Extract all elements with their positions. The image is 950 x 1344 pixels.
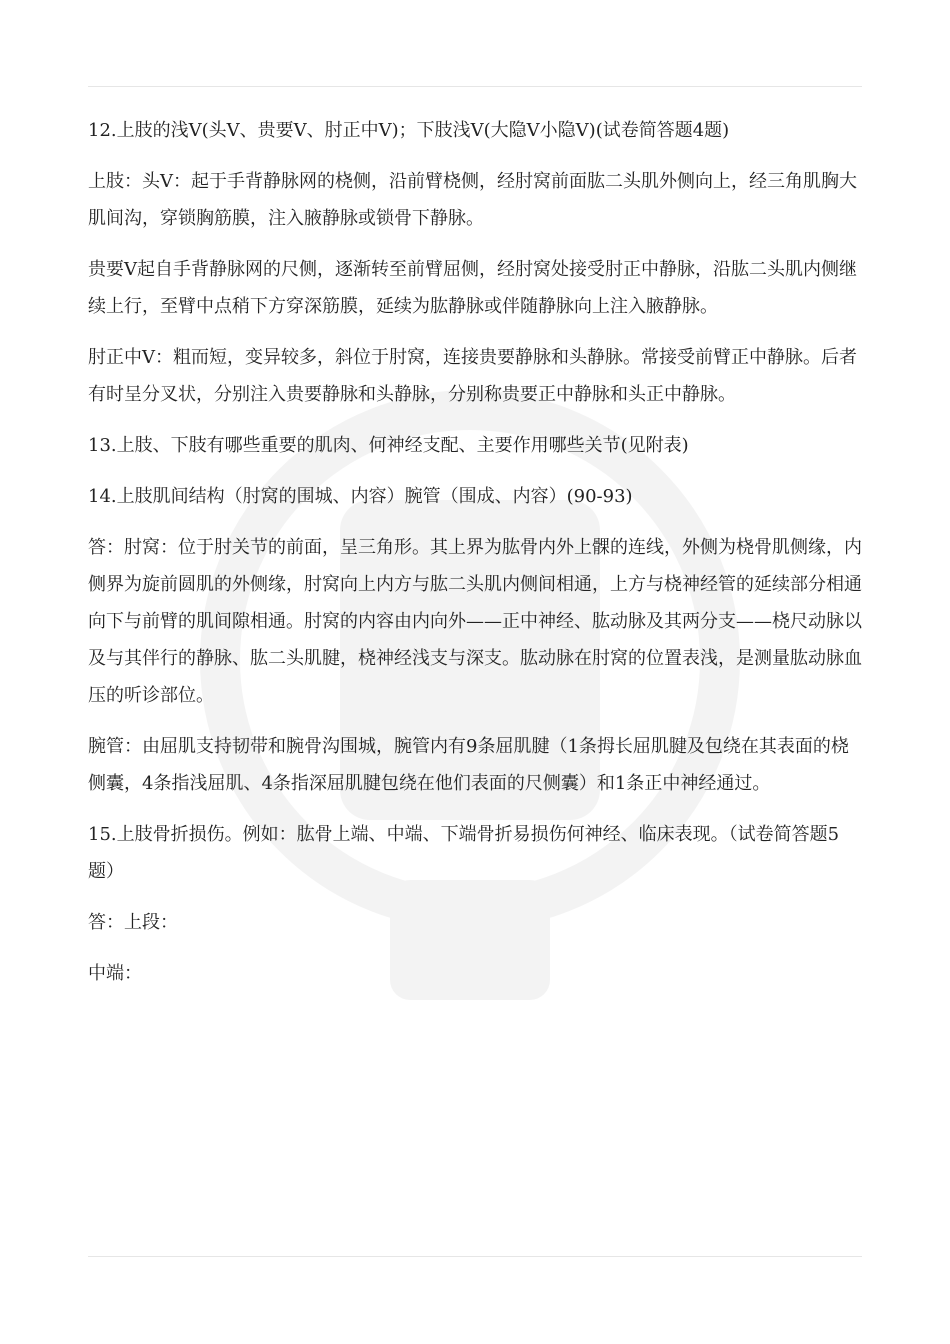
question-15-heading: 15.上肢骨折损伤。例如：肱骨上端、中端、下端骨折易损伤何神经、临床表现。（试卷简答题5题） xyxy=(88,824,840,882)
document-body xyxy=(88,112,862,1006)
question-12-heading: 12.上肢的浅V(头V、贵要V、肘正中V)；下肢浅V(大隐V小隐V)(试卷简答题4题) xyxy=(88,120,730,141)
footer-divider xyxy=(88,1256,862,1257)
basilic-vein-text: 贵要V起自手背静脉网的尺侧，逐渐转至前臂屈侧，经肘窝处接受肘正中静脉，沿肱二头肌内侧继续上行，至臂中点稍下方穿深筋膜，延续为肱静脉或伴随静脉向上注入腋静脉。 xyxy=(88,259,857,317)
cephalic-vein-text: 上肢：头V：起于手背静脉网的桡侧，沿前臂桡侧，经肘窝前面肱二头肌外侧向上，经三角肌胸大肌间沟，穿锁胸筋膜，注入腋静脉或锁骨下静脉。 xyxy=(88,171,857,229)
answer-middle-segment: 中端： xyxy=(88,963,142,984)
answer-upper-segment: 答：上段： xyxy=(88,912,178,933)
cubital-fossa-answer: 答：肘窝：位于肘关节的前面，呈三角形。其上界为肱骨内外上髁的连线，外侧为桡骨肌侧缘，内侧界为旋前圆肌的外侧缘，肘窝向上内方与肱二头肌内侧间相通，上方与桡神经管的延续部分相通向下与前臂的肌间隙相通。肘窝的内容由内向外——正中神经、肱动脉及其两分支——桡尺动脉以及与其伴行的静脉、肱二头肌腱，桡神经浅支与深支。肱动脉在肘窝的位置表浅，是测量肱动脉血压的听诊部位。 xyxy=(88,537,862,706)
header-divider xyxy=(88,86,862,87)
question-13-heading: 13.上肢、下肢有哪些重要的肌肉、何神经支配、主要作用哪些关节(见附表) xyxy=(88,435,689,456)
median-cubital-vein-text: 肘正中V：粗而短，变异较多，斜位于肘窝，连接贵要静脉和头静脉。常接受前臂正中静脉。后者有时呈分叉状，分别注入贵要静脉和头静脉，分别称贵要正中静脉和头正中静脉。 xyxy=(88,347,857,405)
question-14-heading: 14.上肢肌间结构（肘窝的围城、内容）腕管（围成、内容）(90-93) xyxy=(88,486,633,507)
carpal-tunnel-answer: 腕管：由屈肌支持韧带和腕骨沟围城，腕管内有9条屈肌腱（1条拇长屈肌腱及包绕在其表面的桡侧囊，4条指浅屈肌、4条指深屈肌腱包绕在他们表面的尺侧囊）和1条正中神经通过。 xyxy=(88,736,849,794)
